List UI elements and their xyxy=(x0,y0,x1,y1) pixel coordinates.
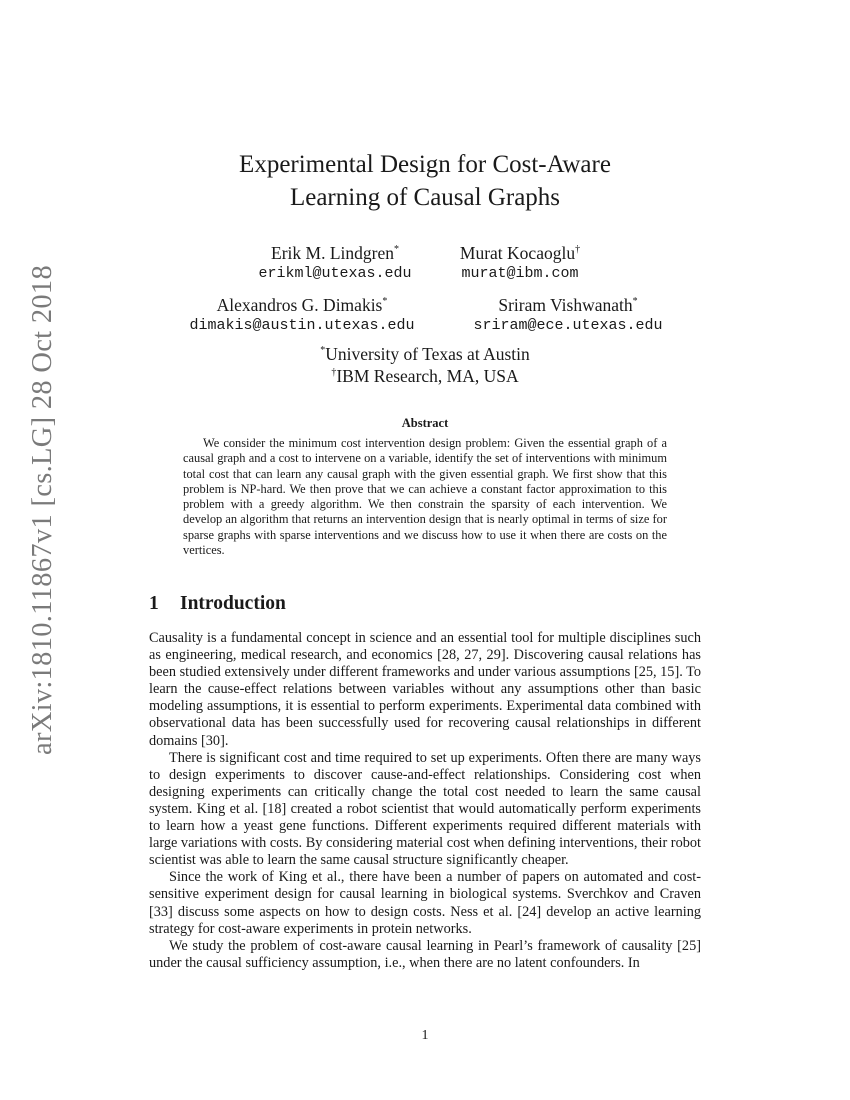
paragraph: We study the problem of cost-aware causal learning in Pearl’s framework of causality [25] under the causal sufficiency assumption, i.e., when there are no latent confounders. In xyxy=(149,937,701,971)
abstract-heading: Abstract xyxy=(401,416,449,430)
paragraph: There is significant cost and time required to set up experiments. Often there are many ways to design experiments to discover cause-and-effect relationships. Considering cost when designing experiments can critically change the total cost needed to learn the same causal system. King et al. [18] created a robot scientist that would automatically perform experiments to learn how a yeast gene functions. Different experiments required different materials with large variations with costs. By considering material cost when defining interventions, their robot scientist was able to learn the same causal structure significantly cheaper. xyxy=(149,749,701,869)
affiliation-line-2 xyxy=(0,362,850,387)
arxiv-identifier-stamp: arXiv:1810.11867v1 [cs.LG] 28 Oct 2018 xyxy=(27,264,58,755)
introduction-body xyxy=(149,630,701,972)
title-line-1: Experimental Design for Cost-Aware xyxy=(239,151,611,178)
affiliation-text: IBM Research, MA, USA xyxy=(336,365,519,386)
author-name: Erik M. Lindgren xyxy=(271,242,394,263)
paragraph: Causality is a fundamental concept in science and an essential tool for multiple disciplines such as engineering, medical research, and economics [28, 27, 29]. Discovering causal relations has been studied extensively under different frameworks and under various assumptions [25, 15]. To learn the cause-effect relations between variables without any assumptions other than basic modeling assumptions, it is essential to perform experiments. Experimental data combined with observational data has been successfully used for recovering causal relationships in different domains [30]. xyxy=(149,630,701,749)
abstract-text: We consider the minimum cost intervention design problem: Given the essential graph of a causal graph and a cost to intervene on a variable, identify the set of interventions with minimum total cost that can learn any causal graph with the given essential graph. We first show that this problem is NP-hard. We then prove that we can achieve a constant factor approximation to this problem with a greedy algorithm. We then constrain the sparsity of each intervention. We develop an algorithm that returns an intervention design that is nearly optimal in terms of size for sparse graphs with sparse interventions and we discuss how to use it when there are costs on the vertices. xyxy=(183,436,667,558)
author-affiliation-mark: * xyxy=(393,244,399,255)
affiliation-mark: † xyxy=(331,367,337,378)
paper-title xyxy=(0,148,850,214)
author-email: dimakis@austin.utexas.edu xyxy=(189,316,415,334)
author-affiliation-mark: * xyxy=(632,296,638,307)
author-name: Sriram Vishwanath xyxy=(498,294,633,315)
author-email: murat@ibm.com xyxy=(461,264,579,282)
author-affiliation-mark: * xyxy=(382,296,388,307)
author-email: erikml@utexas.edu xyxy=(258,264,412,282)
title-line-2: Learning of Causal Graphs xyxy=(289,184,561,211)
section-heading xyxy=(149,593,286,615)
author-affiliation-mark: † xyxy=(575,244,581,255)
affiliation-mark: * xyxy=(320,345,326,356)
author-block-2 xyxy=(370,239,670,284)
author-name: Alexandros G. Dimakis xyxy=(216,294,383,315)
section-title: Introduction xyxy=(180,593,286,614)
section-number: 1 xyxy=(149,593,159,614)
page-number: 1 xyxy=(421,1028,429,1043)
author-block-3 xyxy=(152,291,452,336)
paragraph: Since the work of King et al., there have been a number of papers on automated and cost-sensitive experiment design for causal learning in biological systems. Sverchkov and Craven [33] discuss some aspects on how to design costs. Ness et al. [24] develop an active learning strategy for cost-aware experiments in protein networks. xyxy=(149,869,701,937)
author-email: sriram@ece.utexas.edu xyxy=(473,316,663,334)
author-block-4 xyxy=(418,291,718,336)
author-name: Murat Kocaoglu xyxy=(459,242,576,263)
affiliation-text: University of Texas at Austin xyxy=(325,343,530,364)
